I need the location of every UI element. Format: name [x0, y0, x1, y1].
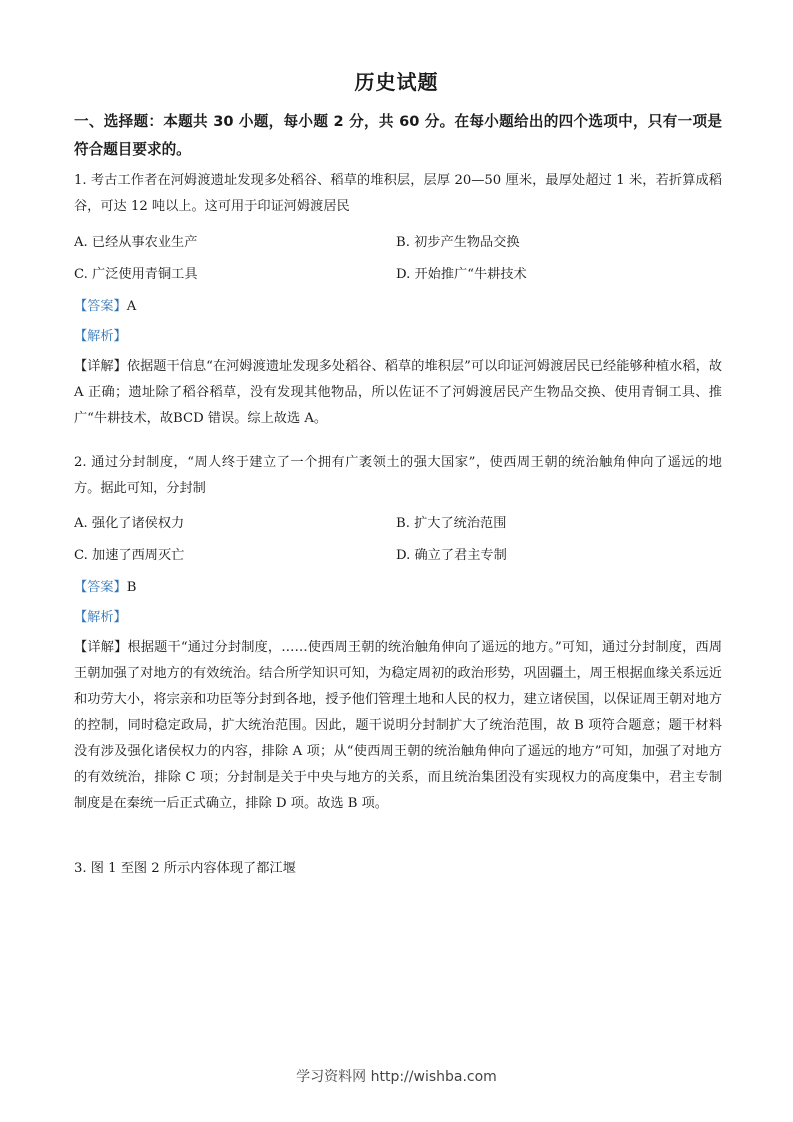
detail-text: 依据题干信息“在河姆渡遗址发现多处稻谷、稻草的堆积层”可以印证河姆渡居民已经能够种植水稻，故 A 正确；遗址除了稻谷稻草，没有发现其他物品，所以佐证不了河姆渡居民产生物品交换、使用青铜工具、推广“牛耕技术，故BCD 错误。综上故选 A。 [74, 359, 722, 426]
question-2-option-d: D. 确立了君主专制 [396, 548, 507, 563]
question-1-option-c: C. 广泛使用青铜工具 [74, 267, 198, 282]
question-1-option-b: B. 初步产生物品交换 [396, 235, 520, 250]
question-2-stem: 2. 通过分封制度，“周人终于建立了一个拥有广袤领土的强大国家”，使西周王朝的统治触角伸向了遥远的地方。据此可知，分封制 [74, 455, 722, 496]
question-2-detail [74, 635, 722, 817]
question-2-answer [74, 575, 136, 601]
answer-tag: 【答案】 [74, 580, 127, 595]
answer-value: A [126, 299, 137, 314]
question-1-stem: 1. 考古工作者在河姆渡遗址发现多处稻谷、稻草的堆积层，层厚 20—50 厘米，最厚处超过 1 米，若折算成稻谷，可达 12 吨以上。这可用于印证河姆渡居民 [74, 173, 722, 214]
question-2-option-c: C. 加速了西周灭亡 [74, 548, 185, 563]
question-2-analysis-tag: 【解析】 [74, 610, 127, 625]
footer-watermark [0, 1066, 793, 1086]
question-1-option-d: D. 开始推广“牛耕技术 [396, 267, 527, 282]
page-title: 历史试题 [354, 70, 439, 94]
question-3-stem: 3. 图 1 至图 2 所示内容体现了都江堰 [74, 861, 296, 876]
section-heading: 一、选择题：本题共 30 小题，每小题 2 分，共 60 分。在每小题给出的四个选项中，只有一项是符合题目要求的。 [74, 113, 722, 158]
answer-tag: 【答案】 [74, 299, 127, 314]
question-1-detail [74, 354, 722, 432]
detail-tag: 【详解】 [74, 359, 127, 374]
answer-value: B [126, 580, 137, 595]
question-2-option-a: A. 强化了诸侯权力 [74, 516, 185, 531]
question-1-answer [74, 294, 136, 320]
detail-text: 根据题干“通过分封制度，……使西周王朝的统治触角伸向了遥远的地方。”可知，通过分封制度，西周王朝加强了对地方的有效统治。结合所学知识可知，为稳定周初的政治形势，巩固疆土，周王根据血缘关系远近和功劳大小，将宗亲和功臣等分封到各地，授予他们管理土地和人民的权力，建立诸侯国，以保证周王朝对地方的控制，同时稳定政局，扩大统治范围。因此，题干说明分封制扩大了统治范围，故 B 项符合题意；题干材料没有涉及强化诸侯权力的内容，排除 A 项；从“使西周王朝的统治触角伸向了遥远的地方”可知，加强了对地方的有效统治，排除 C 项；分封制是关于中央与地方的关系，而且统治集团没有实现权力的高度集中，君主专制制度是在秦统一后正式确立，排除 D 项。故选 B 项。 [74, 640, 723, 811]
detail-tag: 【详解】 [74, 640, 128, 655]
question-2-option-b: B. 扩大了统治范围 [396, 516, 507, 531]
question-1-option-a: A. 已经从事农业生产 [74, 235, 198, 250]
question-1-analysis-tag: 【解析】 [74, 329, 127, 344]
footer-text: 学习资料网 http://wishba.com [296, 1069, 497, 1085]
